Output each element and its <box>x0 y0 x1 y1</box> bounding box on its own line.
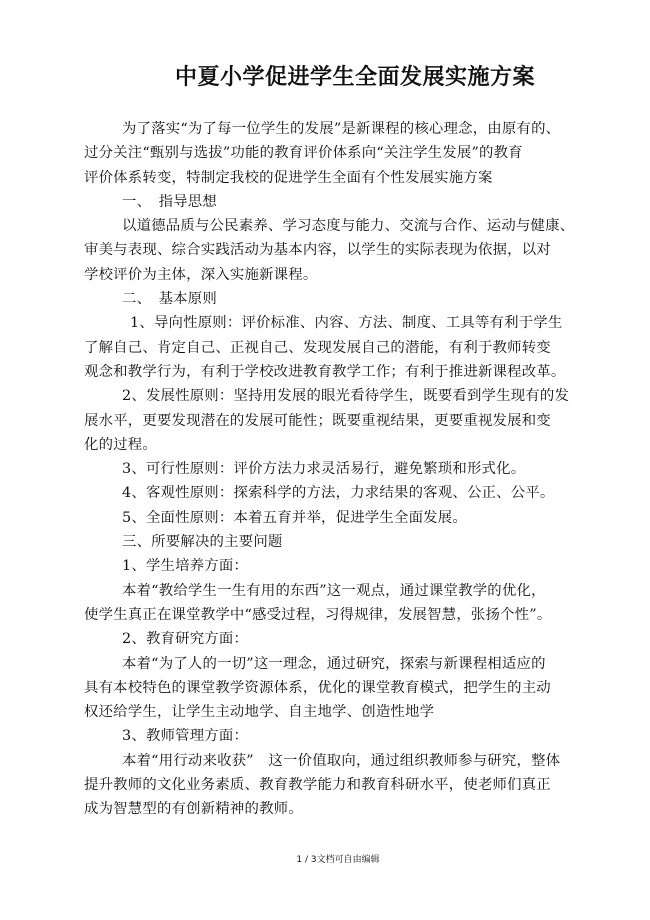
text-line: 成为智慧型的有创新精神的教师。 <box>84 801 303 818</box>
text-line: 2、教育研究方面： <box>122 631 249 648</box>
text-line: 以道德品质与公民素养、学习态度与能力、交流与合作、运动与健康、 <box>122 218 575 235</box>
text-line: 5、全面性原则：本着五育并举，促进学生全面发展。 <box>122 509 467 526</box>
text-line: 审美与表现、综合实践活动为基本内容，以学生的实际表现为依据，以对 <box>84 242 551 259</box>
text-line: 3、教师管理方面： <box>122 728 249 745</box>
document-body <box>84 117 604 822</box>
text-line: 权还给学生，让学生主动地学、自主地学、创造性地学 <box>84 704 435 721</box>
text-line: 提升教师的文化业务素质、教育教学能力和教育科研水平，使老师们真正 <box>84 777 551 794</box>
text-line: 本着“教给学生一生有用的东西”这一观点，通过课堂教学的优化， <box>122 582 546 599</box>
text-line: 本着“用行动来收获” 这一价值取向，通过组织教师参与研究，整体 <box>122 752 561 769</box>
text-line: 为了落实“为了每一位学生的发展”是新课程的核心理念，由原有的、 <box>122 121 561 137</box>
text-line: 1、学生培养方面： <box>122 558 249 575</box>
text-line: 过分关注“甄别与选拔”功能的教育评价体系向“关注学生发展”的教育 <box>84 145 523 162</box>
text-line: 了解自己、肯定自己、正视自己、发现发展自己的潜能，有利于教师转变 <box>84 339 551 356</box>
text-line: 2、发展性原则：坚持用发展的眼光看待学生，既要看到学生现有的发 <box>122 388 570 405</box>
text-line: 一、 指导思想 <box>122 193 217 210</box>
text-line: 1、导向性原则：评价标准、内容、方法、制度、工具等有利于学生 <box>130 315 563 332</box>
page-footer: 1 / 3文档可自由编辑 <box>296 855 380 865</box>
text-line: 具有本校特色的课堂教学资源体系，优化的课堂教育模式，把学生的主动 <box>84 679 551 696</box>
text-line: 本着“为了人的一切”这一理念，通过研究，探索与新课程相适应的 <box>122 655 546 672</box>
text-line: 观念和教学行为，有利于学校改进教育教学工作；有利于推进新课程改革。 <box>84 363 566 380</box>
text-line: 评价体系转变，特制定我校的促进学生全面有个性发展实施方案 <box>84 169 493 186</box>
text-line: 3、可行性原则：评价方法力求灵活易行，避免繁琐和形式化。 <box>122 461 526 478</box>
text-line: 化的过程。 <box>84 436 157 453</box>
text-line: 学校评价为主体，深入实施新课程。 <box>84 266 318 283</box>
text-line: 二、 基本原则 <box>122 291 217 308</box>
text-line: 使学生真正在课堂教学中“感受过程，习得规律，发展智慧，张扬个性”。 <box>84 606 552 623</box>
text-line: 三、所要解决的主要问题 <box>122 534 283 551</box>
page-title: 中夏小学促进学生全面发展实施方案 <box>174 65 535 90</box>
text-line: 展水平，更要发现潜在的发展可能性；既要重视结果，更要重视发展和变 <box>84 412 551 429</box>
text-line: 4、客观性原则：探索科学的方法，力求结果的客观、公正、公平。 <box>122 485 555 502</box>
